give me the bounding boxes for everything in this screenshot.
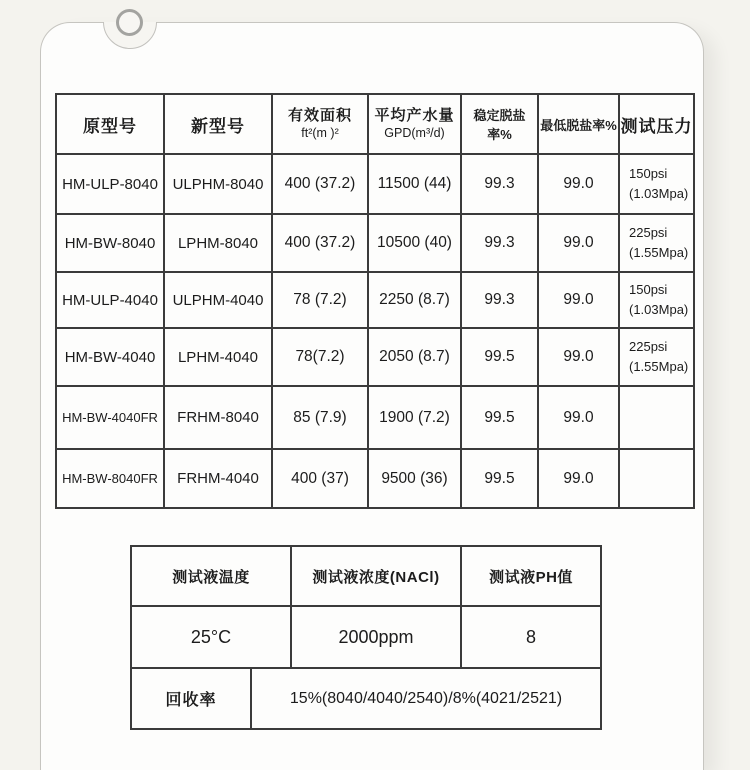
test-values-row: [131, 606, 601, 668]
effective-area-label: 有效面积: [287, 106, 352, 124]
pressure-mpa: (1.03Mpa): [629, 186, 689, 201]
avg-flow-label: 平均产水量: [374, 106, 455, 124]
cell-test-pressure: [619, 449, 694, 508]
cell-effective-area: 400 (37.2): [272, 214, 368, 272]
cell-original-model: HM-BW-4040FR: [56, 386, 164, 449]
cell-min-rejection: 99.0: [538, 154, 619, 214]
pressure-mpa: (1.55Mpa): [629, 359, 689, 374]
col-header-test-pressure: 测试压力: [619, 94, 694, 154]
col-header-avg-flow: [368, 94, 461, 154]
spec-row: [56, 214, 694, 272]
cell-stable-rejection: 99.3: [461, 154, 538, 214]
cell-test-pressure: [619, 272, 694, 328]
pressure-psi: 225psi: [629, 224, 668, 240]
cell-avg-flow: 1900 (7.2): [368, 386, 461, 449]
cell-effective-area: 400 (37.2): [272, 154, 368, 214]
col-header-test-ph: 测试液PH值: [461, 546, 601, 606]
effective-area-unit: ft²(m )²: [301, 125, 339, 140]
cell-min-rejection: 99.0: [538, 449, 619, 508]
pressure-mpa: (1.55Mpa): [629, 245, 689, 260]
recovery-rate-value: 15%(8040/4040/2540)/8%(4021/2521): [251, 668, 601, 729]
cell-stable-rejection: 99.3: [461, 272, 538, 328]
cell-new-model: ULPHM-4040: [164, 272, 272, 328]
cell-avg-flow: 2250 (8.7): [368, 272, 461, 328]
cell-test-pressure: [619, 214, 694, 272]
cell-new-model: LPHM-4040: [164, 328, 272, 386]
cell-effective-area: 85 (7.9): [272, 386, 368, 449]
spec-row: [56, 154, 694, 214]
spec-row: [56, 386, 694, 449]
cell-new-model: ULPHM-8040: [164, 154, 272, 214]
col-header-effective-area: [272, 94, 368, 154]
cell-avg-flow: 11500 (44): [368, 154, 461, 214]
cell-stable-rejection: 99.5: [461, 449, 538, 508]
spec-row: [56, 328, 694, 386]
cell-min-rejection: 99.0: [538, 214, 619, 272]
col-header-original-model: 原型号: [56, 94, 164, 154]
cell-avg-flow: 9500 (36): [368, 449, 461, 508]
cell-min-rejection: 99.0: [538, 328, 619, 386]
cell-effective-area: 78(7.2): [272, 328, 368, 386]
cell-avg-flow: 10500 (40): [368, 214, 461, 272]
cell-min-rejection: 99.0: [538, 272, 619, 328]
recovery-row: [131, 668, 601, 729]
cell-stable-rejection: 99.5: [461, 386, 538, 449]
spec-header-row: [56, 94, 694, 154]
col-header-stable-rejection: 稳定脱盐率%: [461, 94, 538, 154]
pressure-psi: 150psi: [629, 281, 668, 297]
pressure-psi: 150psi: [629, 165, 668, 181]
cell-original-model: HM-BW-8040: [56, 214, 164, 272]
test-header-row: [131, 546, 601, 606]
cell-new-model: LPHM-8040: [164, 214, 272, 272]
col-header-new-model: 新型号: [164, 94, 272, 154]
cell-new-model: FRHM-8040: [164, 386, 272, 449]
cell-test-ph: 8: [461, 606, 601, 668]
cell-min-rejection: 99.0: [538, 386, 619, 449]
cell-test-temp: 25°C: [131, 606, 291, 668]
spec-row: [56, 272, 694, 328]
cell-effective-area: 78 (7.2): [272, 272, 368, 328]
pressure-mpa: (1.03Mpa): [629, 302, 689, 317]
cell-original-model: HM-BW-8040FR: [56, 449, 164, 508]
cell-test-pressure: [619, 328, 694, 386]
cell-new-model: FRHM-4040: [164, 449, 272, 508]
pressure-psi: 225psi: [629, 338, 668, 354]
cell-stable-rejection: 99.3: [461, 214, 538, 272]
cell-test-pressure: [619, 386, 694, 449]
cell-original-model: HM-BW-4040: [56, 328, 164, 386]
col-header-test-concentration: 测试液浓度(NACl): [291, 546, 461, 606]
cell-test-concentration: 2000ppm: [291, 606, 461, 668]
cell-stable-rejection: 99.5: [461, 328, 538, 386]
test-conditions-table: [130, 545, 602, 730]
spec-row: [56, 449, 694, 508]
cell-original-model: HM-ULP-4040: [56, 272, 164, 328]
col-header-test-temp: 测试液温度: [131, 546, 291, 606]
spec-table: [55, 93, 695, 509]
binder-hole-icon: [116, 9, 143, 36]
avg-flow-unit: GPD(m³/d): [384, 125, 445, 140]
cell-avg-flow: 2050 (8.7): [368, 328, 461, 386]
recovery-rate-label: 回收率: [131, 668, 251, 729]
cell-effective-area: 400 (37): [272, 449, 368, 508]
col-header-min-rejection: 最低脱盐率%: [538, 94, 619, 154]
cell-original-model: HM-ULP-8040: [56, 154, 164, 214]
cell-test-pressure: [619, 154, 694, 214]
